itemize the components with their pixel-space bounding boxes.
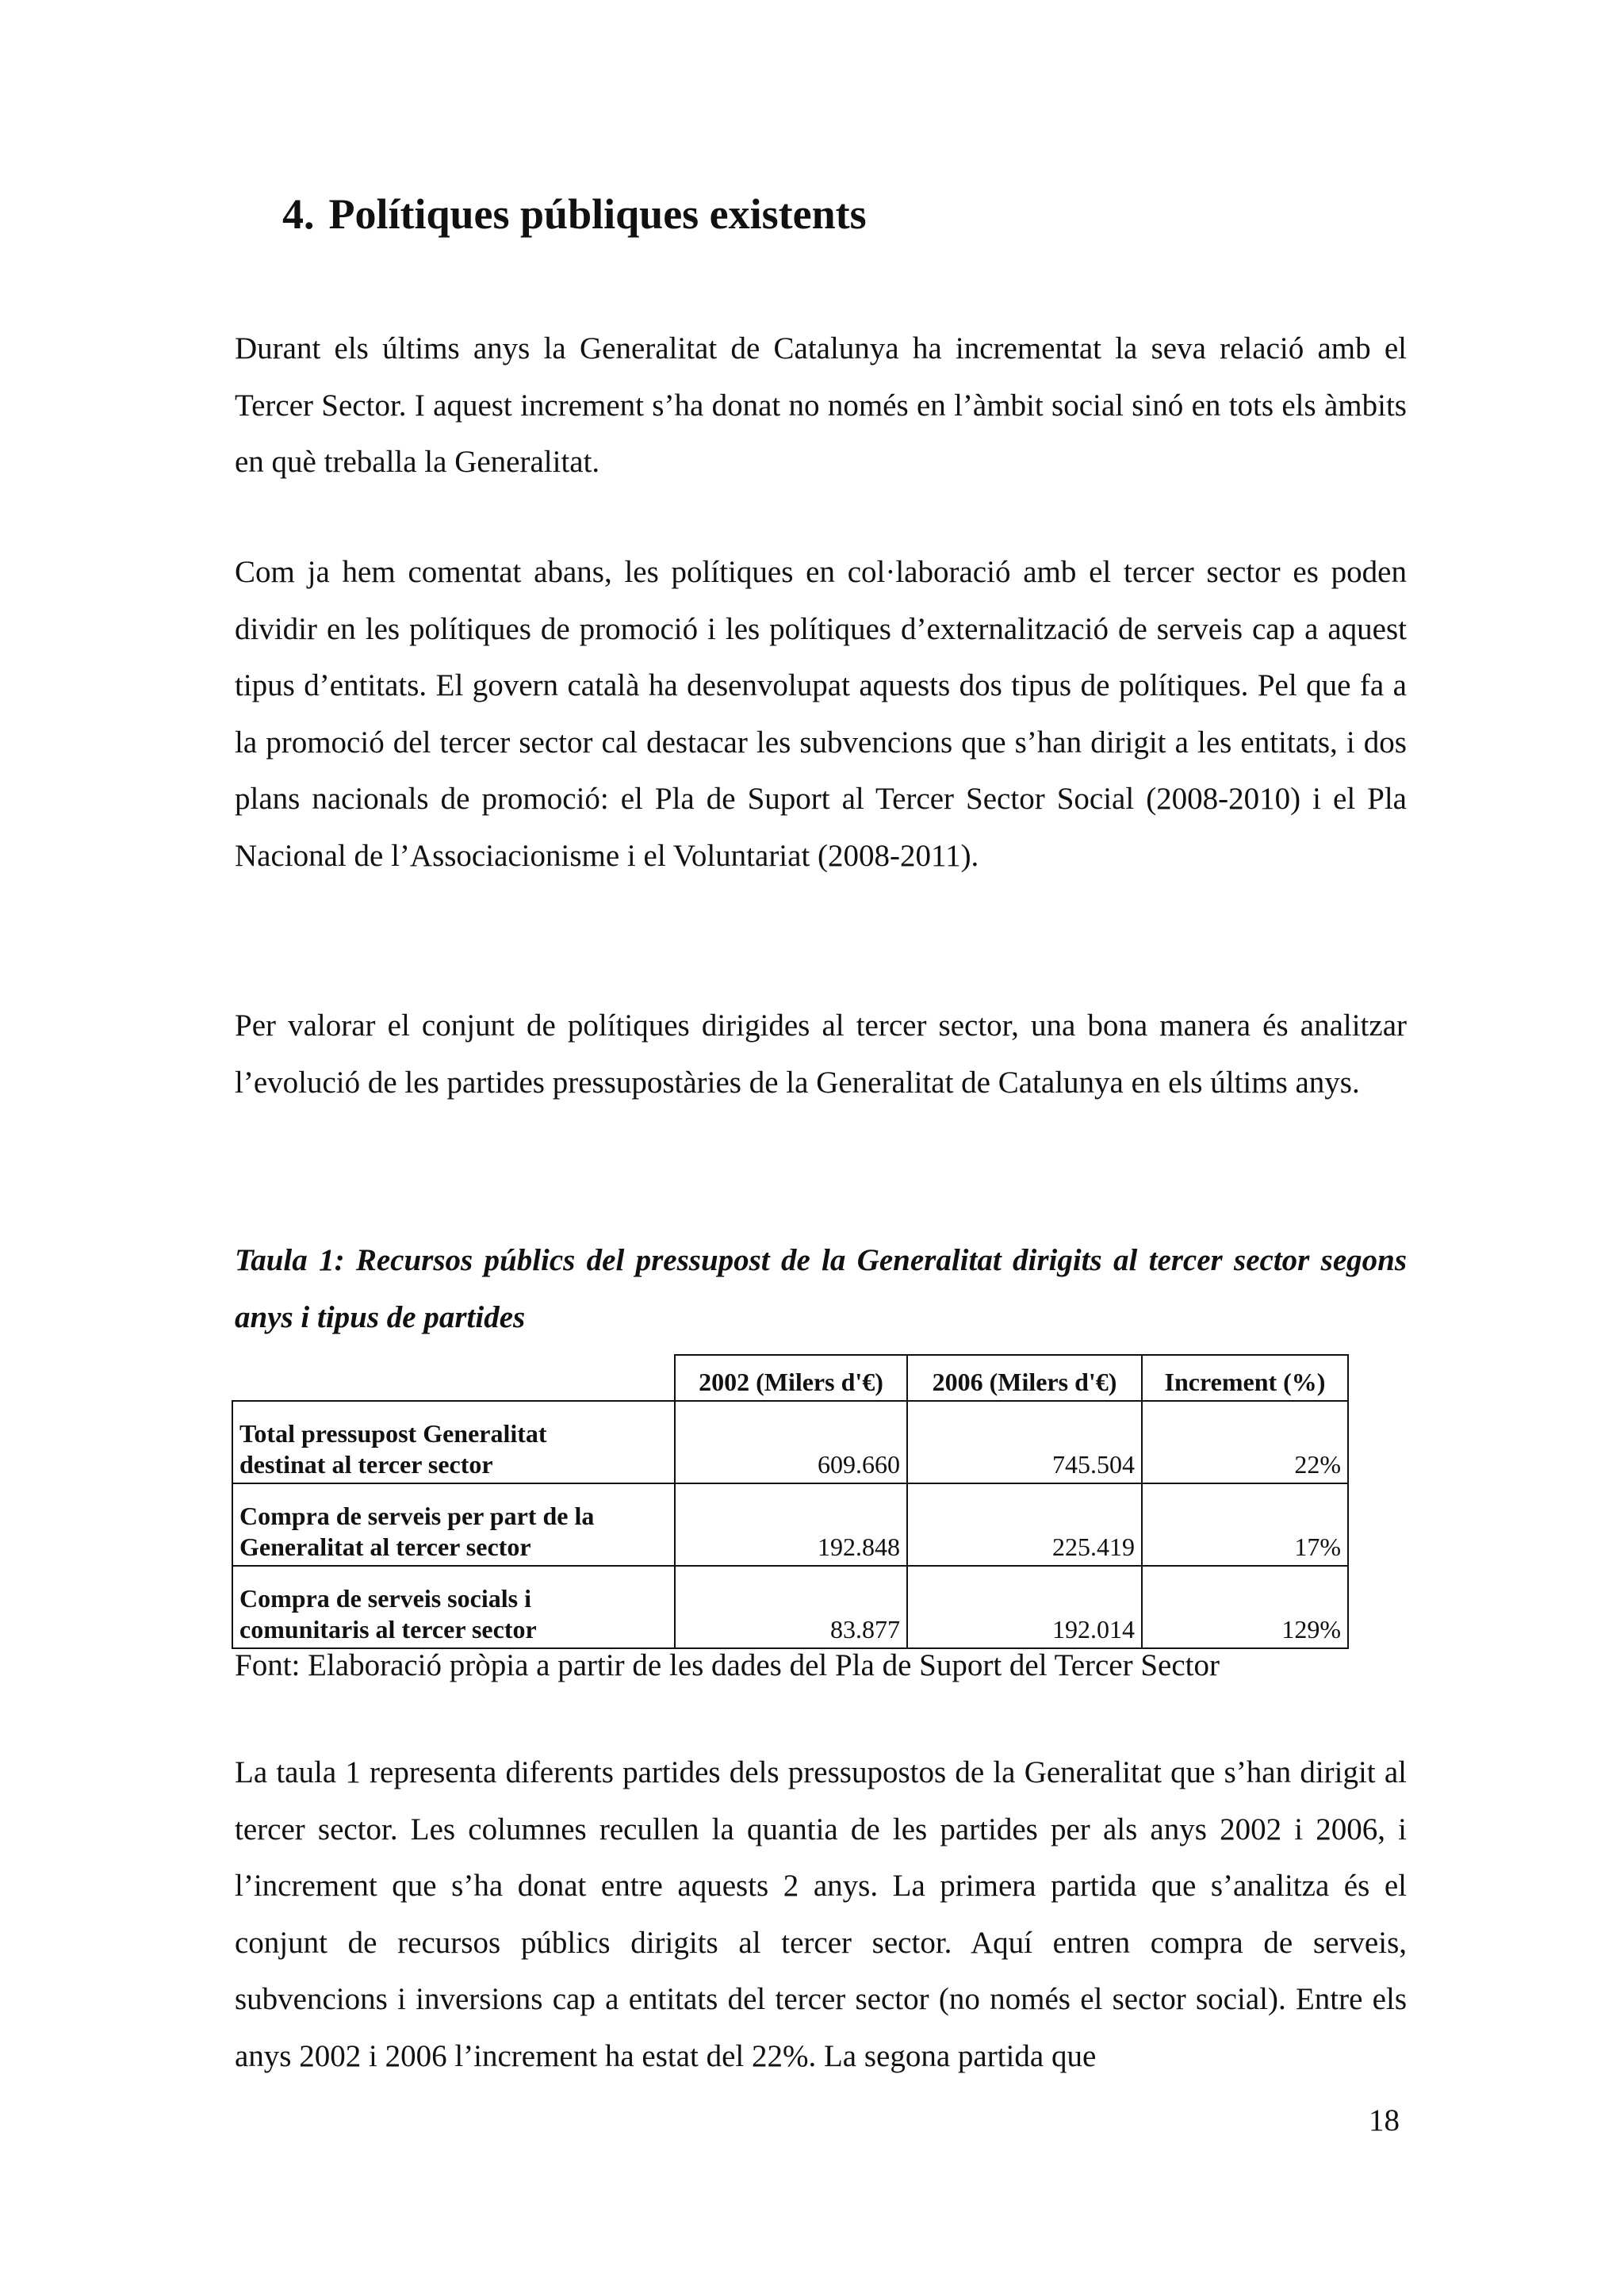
cell-2002: 83.877 <box>675 1566 907 1648</box>
section-number: 4. <box>282 190 315 238</box>
budget-table <box>232 1354 1349 1649</box>
table-caption: Taula 1: Recursos públics del pressupost de la Generalitat dirigits al tercer sector segons anys i tipus de partides <box>235 1243 1407 1334</box>
row-label-line2: destinat al tercer sector <box>239 1449 493 1479</box>
row-label-line1: Compra de serveis per part de la <box>239 1502 595 1531</box>
table-row <box>232 1483 1348 1566</box>
row-label-line2: Generalitat al tercer sector <box>239 1532 531 1561</box>
row-label-line1: Total pressupost Generalitat <box>239 1419 547 1448</box>
header-2002: 2002 (Milers d'€) <box>675 1355 907 1401</box>
row-label <box>232 1566 675 1648</box>
cell-2002: 609.660 <box>675 1401 907 1483</box>
cell-increment: 129% <box>1142 1566 1348 1648</box>
paragraph-budget-analysis: Per valorar el conjunt de polítiques dirigides al tercer sector, una bona manera és analitzar l’evolució de les partides pressupostàries de la Generalitat de Catalunya en els últims anys. <box>235 1008 1407 1100</box>
section-title: Polítiques públiques existents <box>328 190 867 238</box>
row-label-line2: comunitaris al tercer sector <box>239 1614 537 1644</box>
table-row <box>232 1401 1348 1483</box>
cell-2002: 192.848 <box>675 1483 907 1566</box>
header-2006: 2006 (Milers d'€) <box>907 1355 1142 1401</box>
page-number: 18 <box>1369 2103 1400 2137</box>
cell-increment: 17% <box>1142 1483 1348 1566</box>
paragraph-policies: Com ja hem comentat abans, les polítiques en col·laboració amb el tercer sector es poden dividir en les polítiques de promoció i les polítiques d’externalització de serveis cap a aquest tipus d’entitats. El govern català ha desenvolupat aquests dos tipus de polítiques. Pel que fa a la promoció del tercer sector cal destacar les subvencions que s’han dirigit a les entitats, i dos plans nacionals de promoció: el Pla de Suport al Tercer Sector Social (2008-2010) i el Pla Nacional de l’Associacionisme i el Voluntariat (2008-2011). <box>235 555 1407 873</box>
cell-2006: 192.014 <box>907 1566 1142 1648</box>
section-heading <box>282 189 867 240</box>
cell-2006: 225.419 <box>907 1483 1142 1566</box>
table-corner-cell <box>232 1355 675 1401</box>
row-label-line1: Compra de serveis socials i <box>239 1584 531 1613</box>
row-label <box>232 1401 675 1483</box>
table-row <box>232 1566 1348 1648</box>
paragraph-intro: Durant els últims anys la Generalitat de Catalunya ha incrementat la seva relació amb el Tercer Sector. I aquest increment s’ha donat no només en l’àmbit social sinó en tots els àmbits en què treballa la Generalitat. <box>235 331 1407 479</box>
table-header-row <box>232 1355 1348 1401</box>
table-source: Font: Elaboració pròpia a partir de les dades del Pla de Suport del Tercer Sector <box>235 1648 1220 1682</box>
row-label <box>232 1483 675 1566</box>
paragraph-table-commentary: La taula 1 representa diferents partides dels pressupostos de la Generalitat que s’han dirigit al tercer sector. Les columnes recullen la quantia de les partides per als anys 2002 i 2006, i l’increment que s’ha donat entre aquests 2 anys. La primera partida que s’analitza és el conjunt de recursos públics dirigits al tercer sector. Aquí entren compra de serveis, subvencions i inversions cap a entitats del tercer sector (no només el sector social). Entre els anys 2002 i 2006 l’increment ha estat del 22%. La segona partida que <box>235 1755 1407 2073</box>
cell-increment: 22% <box>1142 1401 1348 1483</box>
header-increment: Increment (%) <box>1142 1355 1348 1401</box>
cell-2006: 745.504 <box>907 1401 1142 1483</box>
